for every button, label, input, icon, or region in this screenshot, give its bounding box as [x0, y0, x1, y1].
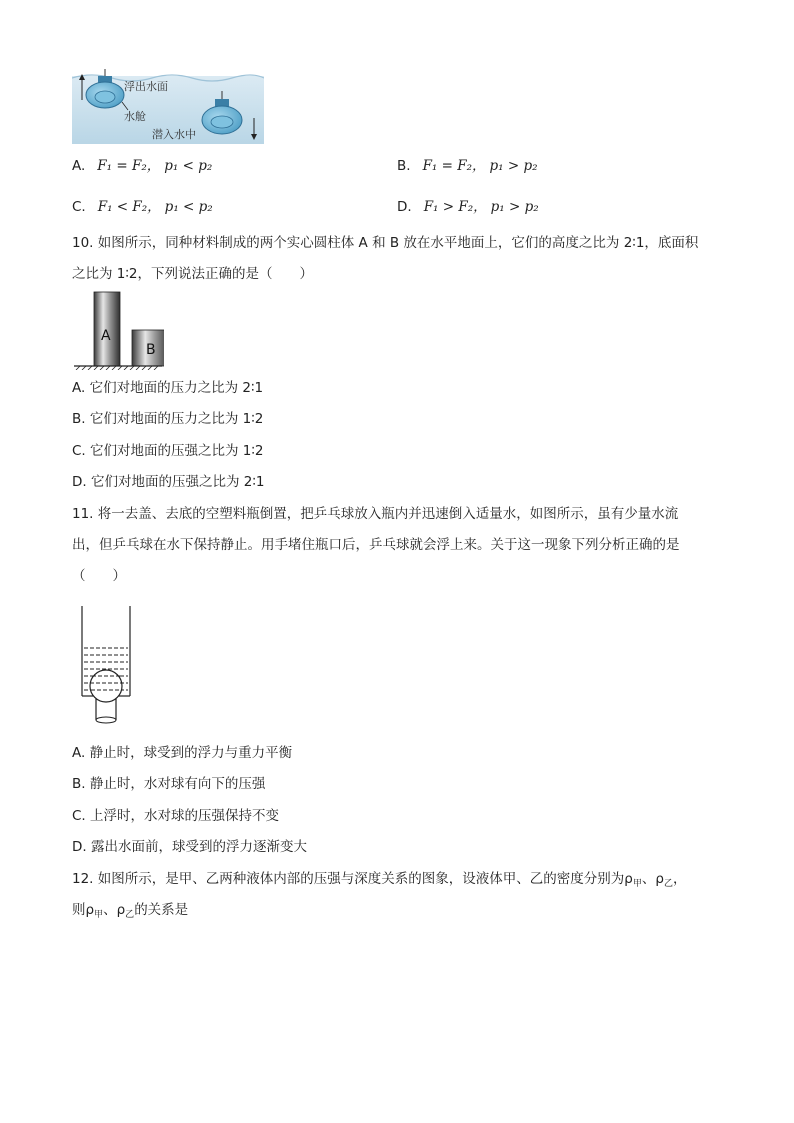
q12-tail: ，: [672, 871, 687, 887]
bottle-figure: [76, 604, 136, 724]
option-letter: A.: [72, 158, 86, 174]
q10-stem-line2: 之比为 1∶2，下列说法正确的是（ ）: [72, 266, 313, 282]
q10-stem-line1: 10. 如图所示，同种材料制成的两个实心圆柱体 A 和 B 放在水平地面上，它们的高度之比为 2∶1，底面积: [72, 235, 699, 251]
cylinder-a-label: A: [101, 328, 111, 344]
rho-jia-subscript: 甲: [632, 879, 642, 889]
bottle-mouth: [96, 717, 116, 723]
label-dive: 潜入水中: [152, 128, 196, 141]
option-force-relation: F₁ < F₂，: [97, 199, 161, 215]
rho-yi-subscript: 乙: [125, 910, 135, 920]
q10-option-d[interactable]: D. 它们对地面的压强之比为 2∶1: [72, 474, 265, 490]
q11-stem-line3: （ ）: [72, 568, 126, 584]
q9-option-d[interactable]: [397, 197, 539, 217]
q10-option-b[interactable]: B. 它们对地面的压力之比为 1∶2: [72, 411, 264, 427]
q9-option-a[interactable]: [72, 156, 212, 176]
option-pressure-relation: p₁ < p₂: [164, 158, 213, 174]
option-letter: B.: [397, 158, 411, 174]
q12-stem-text: 12. 如图所示，是甲、乙两种液体内部的压强与深度关系的图象，设液体甲、乙的密度分别为ρ: [72, 871, 633, 887]
option-letter: C.: [72, 199, 86, 215]
q9-option-c[interactable]: [72, 197, 213, 217]
ground-hatch: [76, 366, 158, 370]
q10-option-a[interactable]: A. 它们对地面的压力之比为 2∶1: [72, 380, 264, 396]
q9-option-b[interactable]: [397, 156, 538, 176]
q12-separator: 、ρ: [641, 871, 664, 887]
q11-stem-line2: 出，但乒乓球在水下保持静止。用手堵住瓶口后，乒乓球就会浮上来。关于这一现象下列分析正确的是: [72, 537, 680, 553]
cylinder-b-label: B: [146, 342, 156, 358]
option-force-relation: F₁ = F₂，: [422, 158, 486, 174]
option-pressure-relation: p₁ < p₂: [164, 199, 213, 215]
rho-jia-subscript: 甲: [94, 910, 104, 920]
rho-yi-subscript: 乙: [663, 879, 673, 889]
q11-stem-line1: 11. 将一去盖、去底的空塑料瓶倒置，把乒乓球放入瓶内并迅速倒入适量水，如图所示，虽有少量水流: [72, 506, 679, 522]
q11-option-c[interactable]: C. 上浮时，水对球的压强保持不变: [72, 808, 280, 824]
q12-separator: 、ρ: [103, 902, 126, 918]
q10-option-c[interactable]: C. 它们对地面的压强之比为 1∶2: [72, 443, 264, 459]
cylinders-figure: [72, 290, 164, 370]
ping-pong-ball: [90, 670, 122, 702]
q12-line2-prefix: 则ρ: [72, 902, 95, 918]
label-tank: 水舱: [124, 110, 146, 123]
option-pressure-relation: p₁ > p₂: [489, 158, 538, 174]
q12-stem-line2: [72, 900, 188, 925]
bottle-svg: [76, 604, 136, 724]
q12-line2-tail: 的关系是: [134, 902, 189, 918]
submarine-figure: [72, 66, 264, 144]
cylinders-svg: [72, 290, 164, 370]
q11-option-b[interactable]: B. 静止时，水对球有向下的压强: [72, 776, 266, 792]
option-force-relation: F₁ = F₂，: [97, 158, 161, 174]
option-force-relation: F₁ > F₂，: [423, 199, 487, 215]
option-pressure-relation: p₁ > p₂: [490, 199, 539, 215]
label-float: 浮出水面: [124, 80, 168, 93]
q12-stem-line1: [72, 869, 686, 894]
submarine-figure-svg: [72, 66, 264, 144]
q11-option-d[interactable]: D. 露出水面前，球受到的浮力逐渐变大: [72, 839, 307, 855]
option-letter: D.: [397, 199, 412, 215]
q11-option-a[interactable]: A. 静止时，球受到的浮力与重力平衡: [72, 745, 293, 761]
